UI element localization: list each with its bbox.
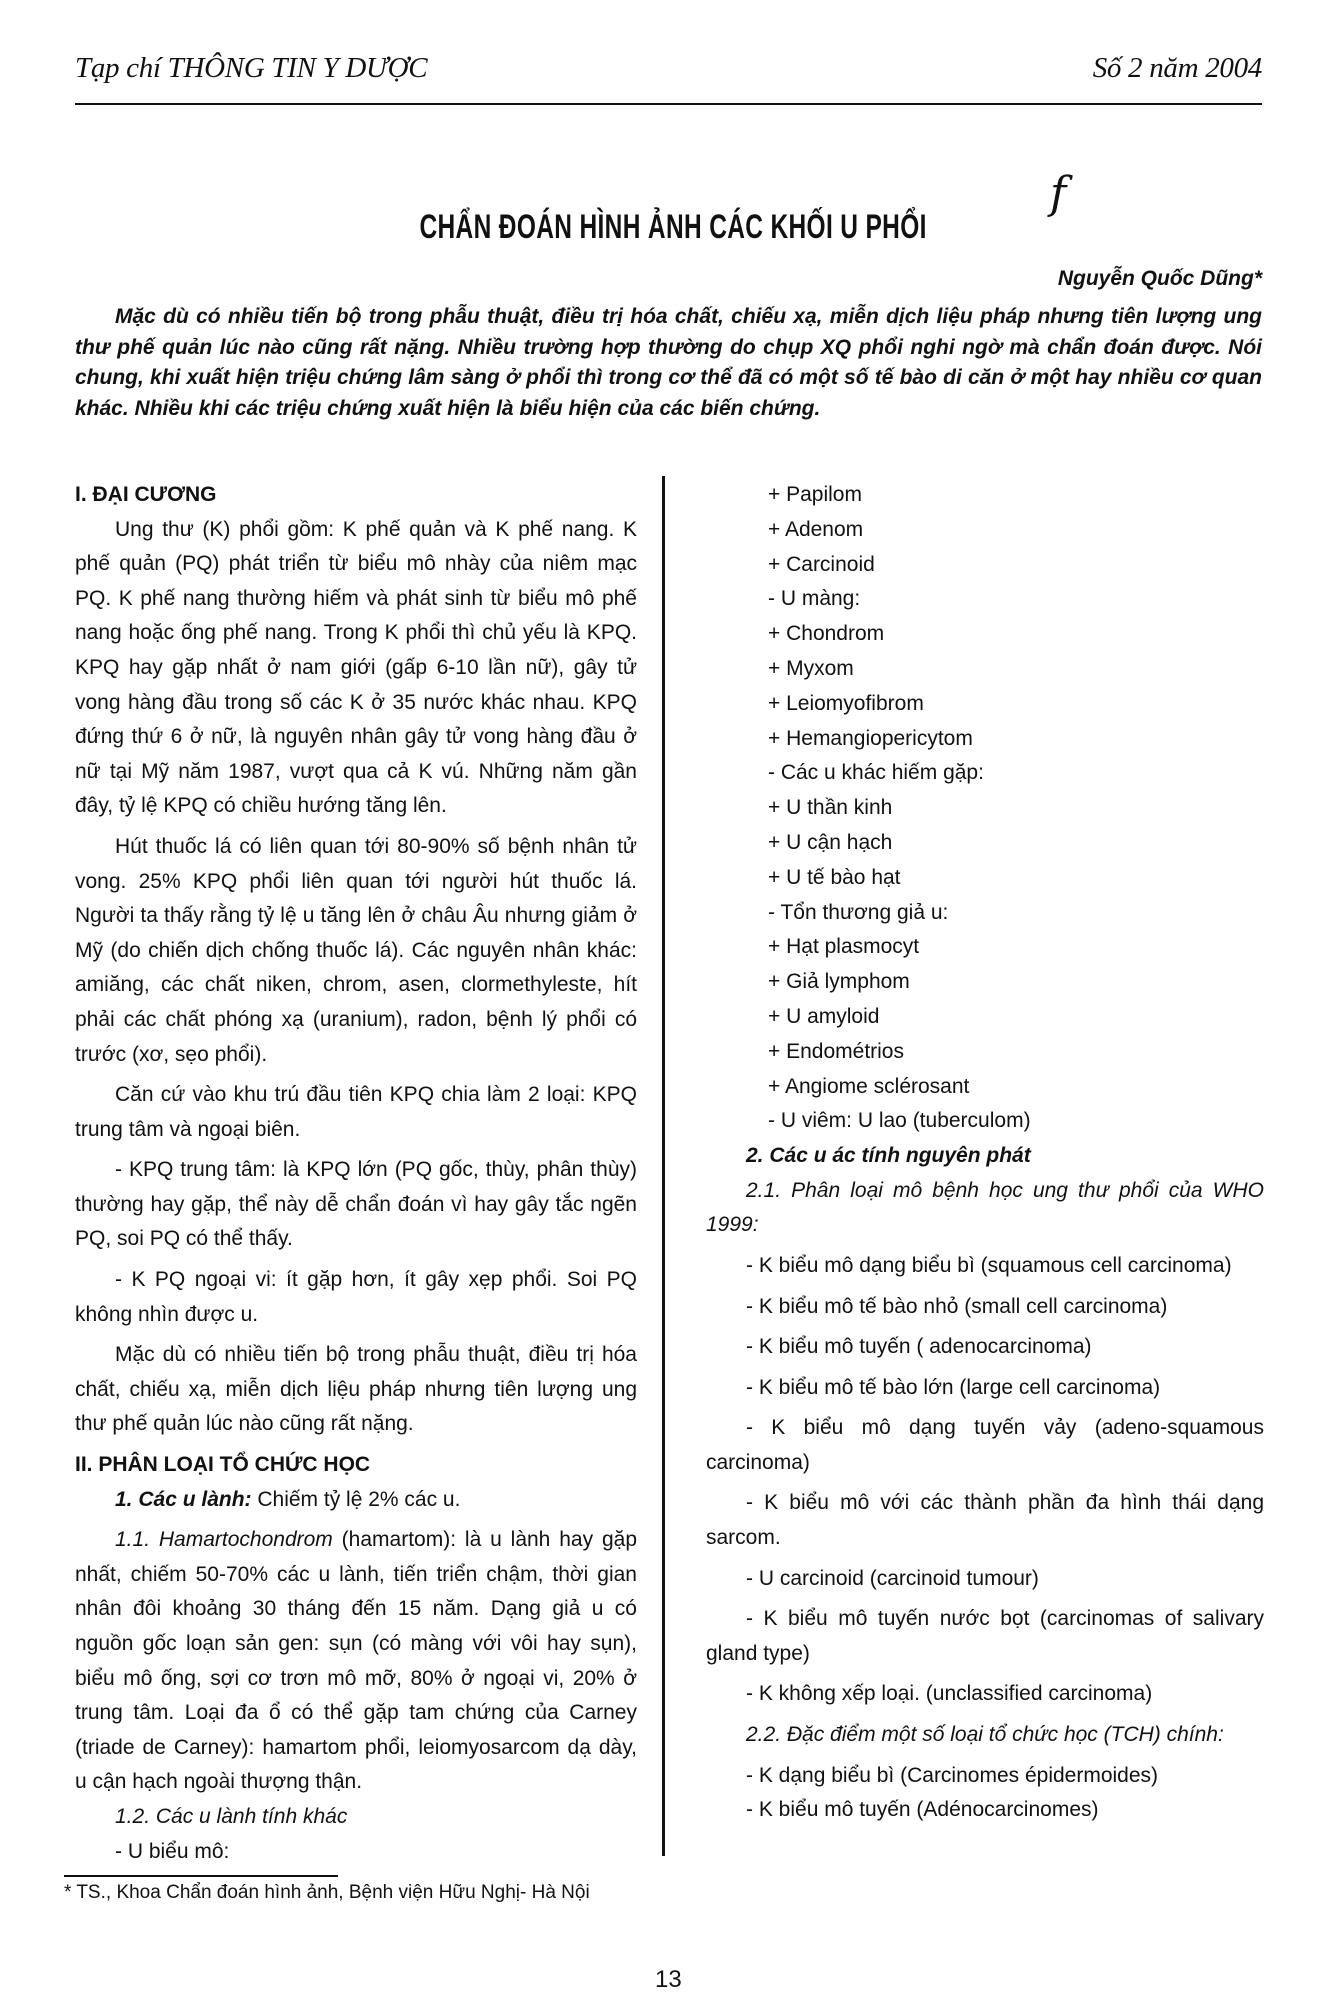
subheading-other-benign: 1.2. Các u lành tính khác: [115, 1804, 348, 1828]
paragraph-hamartochondrom: [75, 1523, 637, 1800]
left-column: [75, 478, 637, 1869]
list-item: + Adenom: [768, 517, 864, 541]
abstract: Mặc dù có nhiều tiến bộ trong phẫu thuật, điều trị hóa chất, chiếu xạ, miễn dịch liệu pháp nhưng tiên lượng ung thư phế quản lúc nào cũng rất nặng. Nhiều trường hợp thường do chụp XQ phổi nghi ngờ mà chẩn đoán được. Nói chung, khi xuất hiện triệu chứng lâm sàng ở phổi thì trong cơ thể đã có một số tế bào di căn ở một hay nhiều cơ quan khác. Nhiều khi các triệu chứng xuất hiện là biểu hiện của các biến chứng.: [75, 305, 1262, 420]
author-footnote: * TS., Khoa Chẩn đoán hình ảnh, Bệnh viện Hữu Nghị- Hà Nội: [64, 1882, 590, 1903]
subheading-malignant: 2. Các u ác tính nguyên phát: [746, 1144, 1031, 1168]
list-item: + Hemangiopericytom: [768, 726, 973, 750]
list-item: + Carcinoid: [768, 552, 875, 576]
list-item: - K biểu mô tuyến ( adenocarcinoma): [746, 1335, 1092, 1359]
subheading-hamartochondrom: 1.1. Hamartochondrom: [115, 1528, 333, 1552]
footnote-rule: [64, 1875, 338, 1877]
benign-text: Chiếm tỷ lệ 2% các u.: [251, 1487, 461, 1511]
list-item: - K biểu mô tuyến nước bọt (carcinomas of salivary gland type): [706, 1607, 1264, 1665]
article-title: CHẨN ĐOÁN HÌNH ẢNH CÁC KHỐI U PHỔI: [419, 208, 927, 246]
list-item: + Chondrom: [768, 622, 885, 646]
page-number: 13: [655, 1966, 682, 1993]
list-item: + Papilom: [768, 483, 862, 506]
list-item: - U viêm: U lao (tuberculom): [768, 1109, 1031, 1133]
list-item: + Hạt plasmocyt: [768, 935, 920, 959]
author-name: Nguyễn Quốc Dũng*: [1057, 267, 1262, 290]
list-item: + Giả lymphom: [768, 970, 910, 994]
list-item: - K biểu mô tuyến (Adénocarcinomes): [746, 1798, 1099, 1822]
section-heading-general: I. ĐẠI CƯƠNG: [75, 483, 217, 506]
subheading-benign: 1. Các u lành:: [115, 1487, 252, 1511]
list-item: + Myxom: [768, 656, 854, 680]
list-item: - K biểu mô tế bào lớn (large cell carcinoma): [746, 1375, 1161, 1399]
list-item: - Các u khác hiếm gặp:: [768, 761, 984, 785]
paragraph: - KPQ trung tâm: là KPQ lớn (PQ gốc, thùy, phân thùy) thường hay gặp, thể này dễ chẩn đoán vì hay gây tắc ngẽn PQ, soi PQ có thể thấy.: [75, 1158, 637, 1251]
paragraph: Hút thuốc lá có liên quan tới 80-90% số bệnh nhân tử vong. 25% KPQ phổi liên quan tới người hút thuốc lá. Người ta thấy rằng tỷ lệ u tăng lên ở châu Âu nhưng giảm ở Mỹ (do chiến dịch chống thuốc lá). Các nguyên nhân khác: amiăng, các chất niken, chrom, asen, clormethyleste, hít phải các chất phóng xạ (uranium), radon, bệnh lý phổi có trước (xơ, sẹo phổi).: [75, 834, 637, 1066]
section-heading-histology: II. PHÂN LOẠI TỔ CHỨC HỌC: [75, 1453, 371, 1477]
list-item: + U thần kinh: [768, 796, 893, 820]
paragraph: Ung thư (K) phổi gồm: K phế quản và K phế nang. K phế quản (PQ) phát triển từ biểu mô nhày của niêm mạc PQ. K phế nang thường hiếm và phát sinh từ biểu mô phế nang hoặc ống phế nang. Trong K phổi thì chủ yếu là KPQ. KPQ hay gặp nhất ở nam giới (gấp 6-10 lần nữ), gây tử vong hàng đầu trong số các K ở 35 nước khác nhau. KPQ đứng thứ 6 ở nữ, là nguyên nhân gây tử vong hàng đầu ở nữ tại Mỹ năm 1987, vượt qua cả K vú. Những năm gần đây, tỷ lệ KPQ có chiều hướng tăng lên.: [75, 517, 637, 818]
paragraph: Mặc dù có nhiều tiến bộ trong phẫu thuật, điều trị hóa chất, chiếu xạ, miễn dịch liệu pháp nhưng tiên lượng ung thư phế quản lúc nào cũng rất nặng.: [75, 1343, 637, 1436]
list-item: + U amyloid: [768, 1004, 880, 1028]
subheading-histology-features: 2.2. Đặc điểm một số loại tổ chức học (TCH) chính:: [746, 1723, 1224, 1747]
list-item: - K không xếp loại. (unclassified carcinoma): [746, 1682, 1153, 1706]
running-header: [75, 52, 1262, 92]
list-item: - K biểu mô với các thành phần đa hình thái dạng sarcom.: [706, 1491, 1264, 1550]
benign-tumor-list: [706, 478, 1264, 1139]
paragraph: - K PQ ngoại vi: ít gặp hơn, ít gây xẹp phổi. Soi PQ không nhìn được u.: [75, 1268, 637, 1326]
column-divider: [662, 476, 665, 1856]
list-item: - K biểu mô dạng tuyến vảy (adeno-squamous carcinoma): [706, 1416, 1264, 1474]
issue-number: Số 2 năm 2004: [1092, 52, 1262, 84]
list-item: - U carcinoid (carcinoid tumour): [746, 1566, 1039, 1590]
list-item: + Leiomyofibrom: [768, 691, 924, 715]
journal-name: Tạp chí THÔNG TIN Y DƯỢC: [75, 52, 428, 84]
list-item: - U biểu mô:: [115, 1839, 230, 1863]
header-rule: [75, 103, 1262, 105]
subheading-who-classification: 2.1. Phân loại mô bệnh học ung thư phổi của WHO 1999:: [706, 1178, 1264, 1237]
list-item: + Endométrios: [768, 1039, 904, 1063]
list-item: - K biểu mô tế bào nhỏ (small cell carcinoma): [746, 1294, 1168, 1318]
paragraph: Căn cứ vào khu trú đầu tiên KPQ chia làm 2 loại: KPQ trung tâm và ngoại biên.: [75, 1083, 637, 1141]
list-item: + U cận hạch: [768, 830, 893, 854]
paragraph-benign: [75, 1483, 637, 1518]
list-item: - Tổn thương giả u:: [768, 900, 949, 924]
list-item: - K biểu mô dạng biểu bì (squamous cell carcinoma): [746, 1253, 1232, 1277]
handwritten-mark: f: [1050, 168, 1067, 219]
list-item: + U tế bào hạt: [768, 865, 901, 889]
list-item: + Angiome sclérosant: [768, 1074, 970, 1098]
list-item: - K dạng biểu bì (Carcinomes épidermoides): [746, 1763, 1159, 1787]
list-item: - U màng:: [768, 587, 861, 611]
right-column: [706, 478, 1264, 1828]
hamartochondrom-text: (hamartom): là u lành hay gặp nhất, chiếm 50-70% các u lành, tiến triển chậm, thời gian nhân đôi khoảng 30 tháng đến 15 năm. Dạng giả u có nguồn gốc loạn sản gen: sụn (có màng với vôi hay sụn), biểu mô ống, sợi cơ trơn mô mỡ, 80% ở ngoại vi, 20% ở trung tâm. Loại đa ổ có thể gặp tam chứng của Carney (triade de Carney): hamartom phổi, leiomyosarcom dạ dày, u cận hạch ngoài thượng thận.: [75, 1528, 637, 1794]
